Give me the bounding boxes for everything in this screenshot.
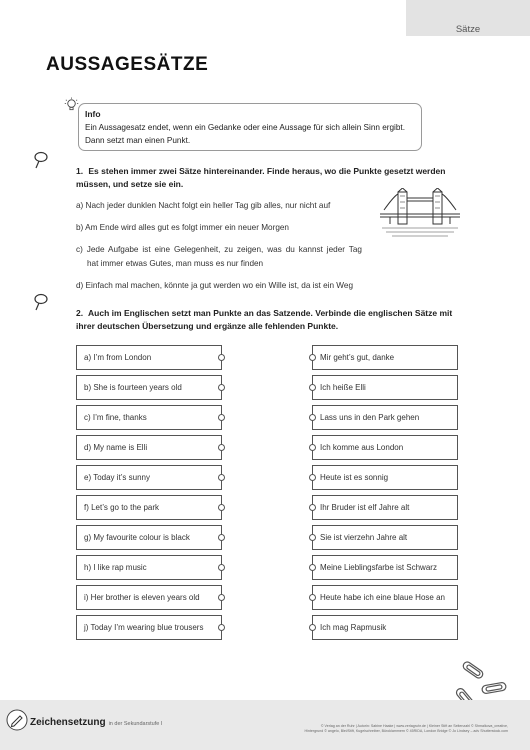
english-sentence: b) She is fourteen years old <box>84 383 182 392</box>
connector-dot[interactable] <box>309 504 316 511</box>
german-translation-box[interactable] <box>312 525 458 550</box>
german-translation: Ich komme aus London <box>320 443 404 452</box>
german-translation-box[interactable] <box>312 435 458 460</box>
english-sentence-box[interactable] <box>76 555 222 580</box>
footer-brand-title: Zeichensetzung <box>30 717 106 728</box>
connector-dot[interactable] <box>218 354 225 361</box>
connector-dot[interactable] <box>309 354 316 361</box>
connector-dot[interactable] <box>309 474 316 481</box>
sentence-c: c) Jede Aufgabe ist eine Gelegenheit, zu zeigen, was du kannst jeder Tag <box>76 245 362 254</box>
section-tab-label: Sätze <box>455 24 481 35</box>
info-box <box>78 103 422 151</box>
english-sentence-box[interactable] <box>76 405 222 430</box>
pushpin-icon <box>32 151 50 169</box>
footer-credit-line: © Verlag an der Ruhr | Autorin: Sabine Haake | www.verlagruhr.de | Kleiner Stift an Seitenzahl © Shmalkova_creative, <box>320 724 508 728</box>
german-translation-box[interactable] <box>312 585 458 610</box>
connector-dot[interactable] <box>218 444 225 451</box>
english-sentence-box[interactable] <box>76 375 222 400</box>
footer-credit-line: Hintergrund © angelo, Blei/Stift, Kugelschreiber, Büroklammern © 45RIDA, London Bridge © Jo Lindsey – adv Shutterstock.com <box>304 729 508 733</box>
german-translation-box[interactable] <box>312 405 458 430</box>
sentence-b: b) Am Ende wird alles gut es folgt immer ein neuer Morgen <box>76 223 289 232</box>
connector-dot[interactable] <box>309 414 316 421</box>
english-sentence-box[interactable] <box>76 495 222 520</box>
sentence-d: d) Einfach mal machen, könnte ja gut werden wo ein Wille ist, da ist ein Weg <box>76 281 353 290</box>
connector-dot[interactable] <box>218 384 225 391</box>
english-sentence-box[interactable] <box>76 525 222 550</box>
english-sentence: a) I’m from London <box>84 353 152 362</box>
english-sentence: f) Let’s go to the park <box>84 503 160 512</box>
pencil-icon <box>6 709 28 731</box>
connector-dot[interactable] <box>218 414 225 421</box>
german-translation: Meine Lieblingsfarbe ist Schwarz <box>320 563 437 572</box>
info-text: Ein Aussagesatz endet, wenn ein Gedanke oder eine Aussage für sich allein Sinn ergibt. Dann setzt man einen Punkt. <box>85 123 405 145</box>
connector-dot[interactable] <box>218 504 225 511</box>
footer-brand-subtitle: in der Sekundarstufe I <box>108 721 163 727</box>
english-sentence: g) My favourite colour is black <box>84 533 190 542</box>
info-heading: Info <box>85 109 101 119</box>
english-sentence: i) Her brother is eleven years old <box>84 593 200 602</box>
german-translation-box[interactable] <box>312 555 458 580</box>
lightbulb-icon <box>64 97 79 112</box>
english-sentence: c) I’m fine, thanks <box>84 413 147 422</box>
english-sentence-box[interactable] <box>76 615 222 640</box>
english-sentence-box[interactable] <box>76 345 222 370</box>
german-translation-box[interactable] <box>312 615 458 640</box>
task-1-number: 1. <box>76 166 84 176</box>
connector-dot[interactable] <box>218 624 225 631</box>
connector-dot[interactable] <box>218 474 225 481</box>
sentence-c-continued: hat immer etwas Gutes, man muss es nur finden <box>87 259 264 268</box>
task-2-instruction <box>76 307 466 333</box>
german-translation: Ihr Bruder ist elf Jahre alt <box>320 503 410 512</box>
english-sentence-box[interactable] <box>76 585 222 610</box>
task-1-text: Es stehen immer zwei Sätze hintereinander. Finde heraus, wo die Punkte gesetzt werden müssen, und setze sie ein. <box>76 166 446 189</box>
section-tab <box>406 0 530 36</box>
page-title: AUSSAGESÄTZE <box>46 54 209 75</box>
english-sentence-box[interactable] <box>76 435 222 460</box>
footer-credits <box>233 724 508 734</box>
connector-dot[interactable] <box>218 534 225 541</box>
english-sentence: h) I like rap music <box>84 563 147 572</box>
connector-dot[interactable] <box>218 594 225 601</box>
task-2-text: Auch im Englischen setzt man Punkte an das Satzende. Verbinde die englischen Sätze mit ihrer deutschen Übersetzung und ergänze alle fehlenden Punkte. <box>76 308 453 331</box>
task-2-number: 2. <box>76 308 84 318</box>
german-translation-box[interactable] <box>312 375 458 400</box>
german-translation-box[interactable] <box>312 495 458 520</box>
connector-dot[interactable] <box>309 444 316 451</box>
english-sentence: e) Today it’s sunny <box>84 473 150 482</box>
tower-bridge-illustration <box>380 188 460 240</box>
connector-dot[interactable] <box>309 384 316 391</box>
pushpin-icon <box>32 293 50 311</box>
german-translation: Sie ist vierzehn Jahre alt <box>320 533 408 542</box>
german-translation-box[interactable] <box>312 465 458 490</box>
german-translation: Lass uns in den Park gehen <box>320 413 420 422</box>
german-translation: Mir geht’s gut, danke <box>320 353 395 362</box>
footer-brand <box>30 717 162 728</box>
german-translation: Ich heiße Elli <box>320 383 366 392</box>
english-sentence-box[interactable] <box>76 465 222 490</box>
german-translation: Ich mag Rapmusik <box>320 623 387 632</box>
connector-dot[interactable] <box>218 564 225 571</box>
german-translation: Heute habe ich eine blaue Hose an <box>320 593 445 602</box>
sentence-a: a) Nach jeder dunklen Nacht folgt ein heller Tag gib alles, nur nicht auf <box>76 201 331 210</box>
connector-dot[interactable] <box>309 564 316 571</box>
english-sentence: j) Today I’m wearing blue trousers <box>84 623 204 632</box>
german-translation: Heute ist es sonnig <box>320 473 389 482</box>
german-translation-box[interactable] <box>312 345 458 370</box>
english-sentence: d) My name is Elli <box>84 443 148 452</box>
connector-dot[interactable] <box>309 594 316 601</box>
connector-dot[interactable] <box>309 624 316 631</box>
connector-dot[interactable] <box>309 534 316 541</box>
